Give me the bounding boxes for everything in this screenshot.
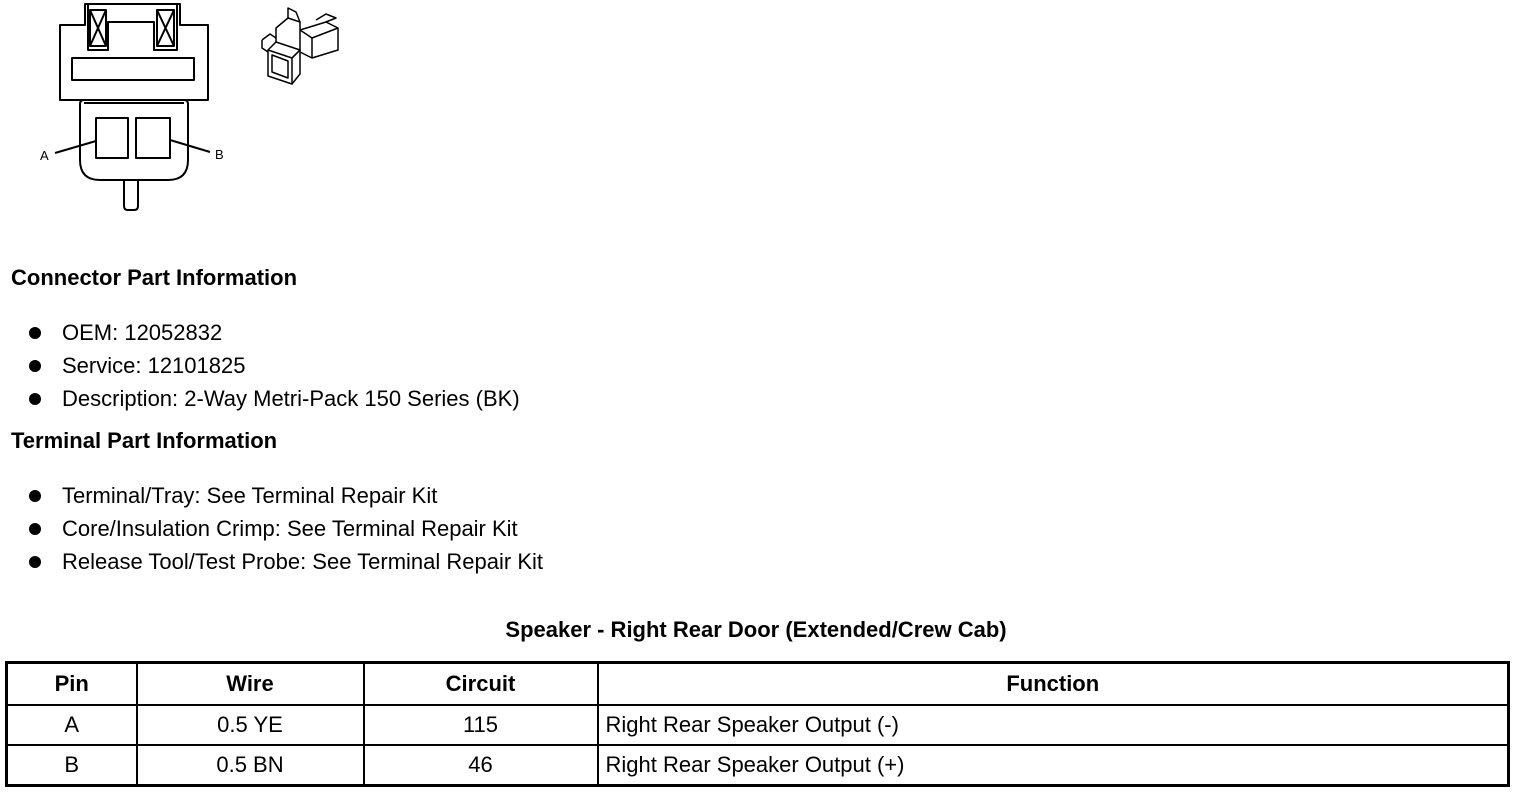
bullet-icon: [29, 523, 41, 535]
column-header-function: Function: [598, 663, 1509, 706]
list-item: Core/Insulation Crimp: See Terminal Repair Kit: [0, 512, 543, 545]
bullet-icon: [29, 327, 41, 339]
connector-face-view: [55, 4, 210, 210]
terminal-label-b: B: [215, 147, 224, 162]
pin-cell: A: [7, 705, 137, 745]
pinout-table-title: Speaker - Right Rear Door (Extended/Crew Cab): [505, 617, 1007, 642]
list-item: Release Tool/Test Probe: See Terminal Repair Kit: [0, 545, 543, 578]
connector-iso-view: [262, 8, 338, 84]
pinout-table: [5, 661, 1510, 787]
bullet-icon: [29, 360, 41, 372]
table-header-row: [7, 663, 1509, 706]
connector-part-info-list: [0, 316, 520, 415]
bullet-icon: [29, 556, 41, 568]
list-item: Service: 12101825: [0, 349, 520, 382]
list-item: OEM: 12052832: [0, 316, 520, 349]
function-cell: Right Rear Speaker Output (+): [598, 745, 1509, 786]
bullet-icon: [29, 490, 41, 502]
terminal-label-a: A: [40, 148, 49, 163]
terminal-part-info-list: [0, 479, 543, 578]
pin-cell: B: [7, 745, 137, 786]
column-header-circuit: Circuit: [364, 663, 598, 706]
list-item: Terminal/Tray: See Terminal Repair Kit: [0, 479, 543, 512]
bullet-icon: [29, 393, 41, 405]
cavity-b: [136, 118, 170, 158]
cavity-a: [96, 118, 128, 158]
list-item: Description: 2-Way Metri-Pack 150 Series (BK): [0, 382, 520, 415]
function-cell: Right Rear Speaker Output (-): [598, 705, 1509, 745]
wire-cell: 0.5 BN: [137, 745, 364, 786]
terminal-part-info-heading: Terminal Part Information: [11, 428, 278, 453]
connector-diagram: [0, 0, 360, 225]
connector-part-info-heading: Connector Part Information: [11, 265, 298, 290]
wire-cell: 0.5 YE: [137, 705, 364, 745]
circuit-cell: 46: [364, 745, 598, 786]
circuit-cell: 115: [364, 705, 598, 745]
table-row: [7, 705, 1509, 745]
column-header-wire: Wire: [137, 663, 364, 706]
column-header-pin: Pin: [7, 663, 137, 706]
table-row: [7, 745, 1509, 786]
